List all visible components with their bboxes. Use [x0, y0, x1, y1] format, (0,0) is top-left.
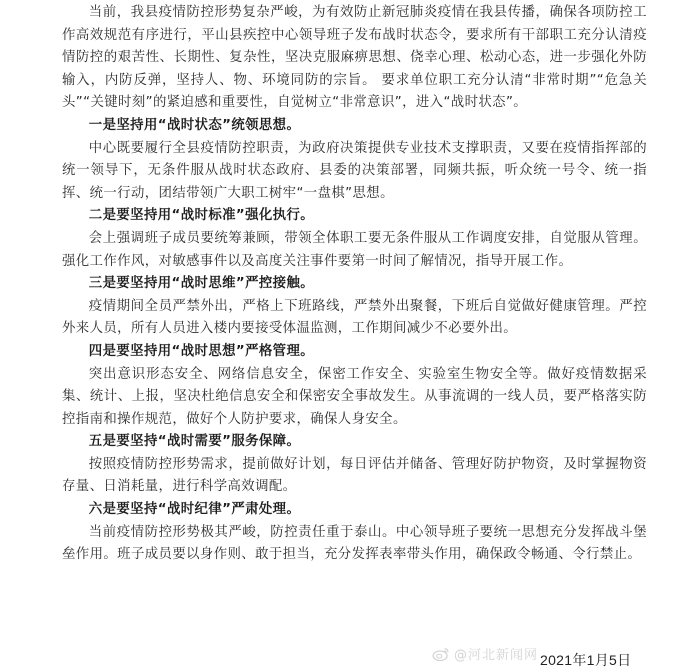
- section-2-body: 会上强调班子成员要统筹兼顾，带领全体职工要无条件服从工作调度安排，自觉服从管理。强化工作作风，对敏感事件以及高度关注事件要第一时间了解情况，指导开展工作。: [62, 230, 647, 269]
- weibo-icon: [432, 647, 450, 661]
- section-5-body: 按照疫情防控形势需求，提前做好计划，每日评估并储备、管理好防护物资，及时掌握物资存量、日消耗量，进行科学高效调配。: [62, 456, 647, 495]
- intro-paragraph: 当前，我县疫情防控形势复杂严峻，为有效防止新冠肺炎疫情在我县传播，确保各项防控工作高效规范有序进行，平山县疾控中心领导班子发布战时状态令，要求所有干部职工充分认清疫情防控的艰苦性、长期性、复杂性，坚决克服麻痹思想、侥幸心理、松动心态，进一步强化外防输入，内防反弹，坚持人、物、环境同防的宗旨。 要求单位职工充分认清“非常时期”“危急关头”“关键时刻”的紧迫感和重要性，自觉树立“非常意识”，进入“战时状态”。: [62, 5, 647, 111]
- section-4-heading: 四是要坚持用“战时思想”严格管理。: [88, 343, 315, 359]
- section-1-heading: 一是坚持用“战时状态”统领思想。: [88, 117, 301, 133]
- publish-date: 2021年1月5日: [540, 652, 632, 668]
- section-3-heading: 三是要坚持用“战时思维”严控接触。: [88, 276, 315, 292]
- section-5-heading: 五是要坚持“战时需要”服务保障。: [88, 434, 301, 450]
- section-6-body: 当前疫情防控形势极其严峻，防控责任重于泰山。中心领导班子要统一思想充分发挥战斗堡垒作用。班子成员要以身作则、敢于担当，充分发挥表率带头作用，确保政令畅通、令行禁止。: [62, 524, 647, 563]
- watermark: [432, 644, 538, 663]
- section-4-body: 突出意识形态安全、网络信息安全，保密工作安全、实验室生物安全等。做好疫情数据采集、统计、上报，坚决杜绝信息安全和保密安全事故发生。从事流调的一线人员，要严格落实防控指南和操作规范，做好个人防护要求，确保人身安全。: [62, 366, 647, 427]
- article-body: [62, 2, 647, 567]
- section-3-body: 疫情期间全员严禁外出，严格上下班路线，严禁外出聚餐，下班后自觉做好健康管理。严控外来人员，所有人员进入楼内要接受体温监测，工作期间减少不必要外出。: [62, 298, 647, 337]
- section-1-body: 中心既要履行全县疫情防控职责，为政府决策提供专业技术支撑职责，又要在疫情指挥部的统一领导下，无条件服从战时状态政府、县委的决策部署，同频共振，听众统一号令、统一指挥、统一行动，团结带领广大职工树牢“一盘棋”思想。: [62, 140, 647, 201]
- watermark-text: @河北新闻网: [454, 648, 539, 663]
- section-2-heading: 二是要坚持用“战时标准”强化执行。: [88, 208, 315, 224]
- section-6-heading: 六是要坚持“战时纪律”严肃处理。: [88, 502, 301, 518]
